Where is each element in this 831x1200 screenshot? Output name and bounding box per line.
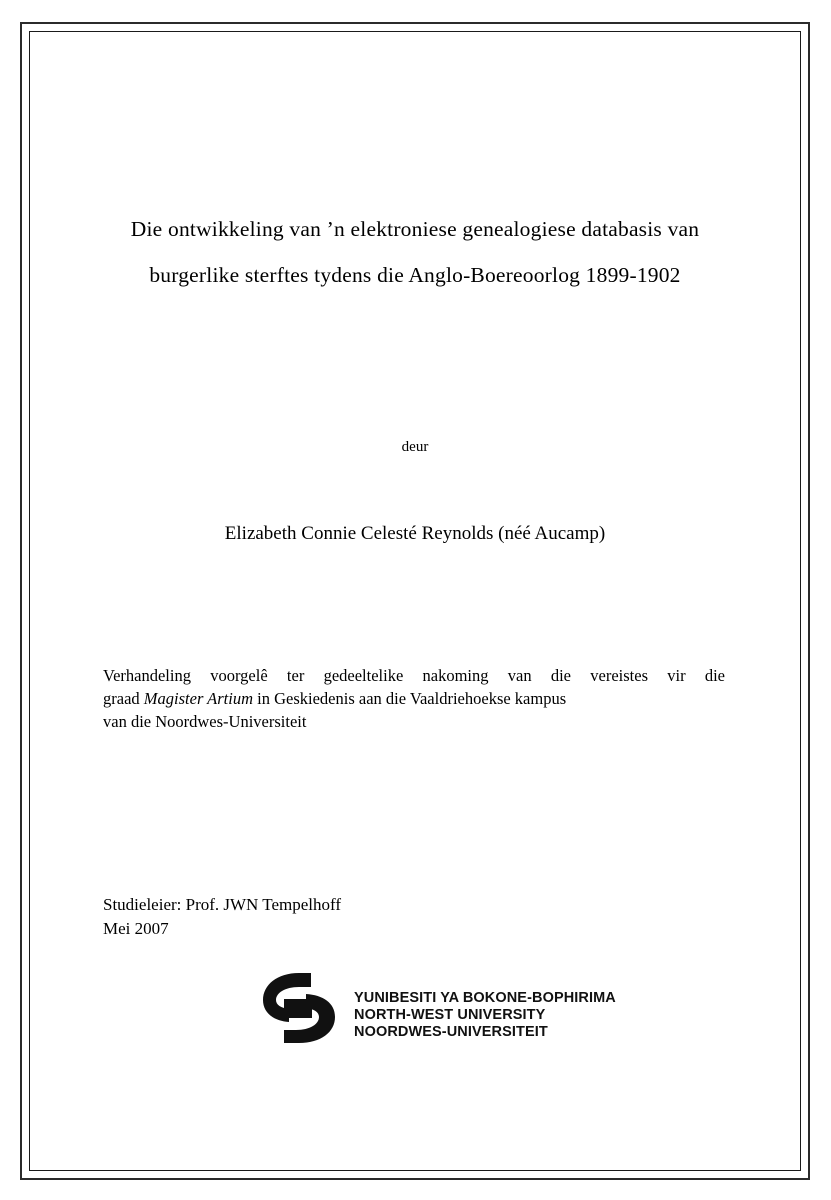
- university-logo: [100, 969, 730, 1059]
- nwu-logo-icon: [255, 969, 350, 1047]
- title-page-content: [100, 31, 730, 1171]
- submission-line-1: Verhandeling voorgelê ter gedeeltelike nakoming van die vereistes vir die: [103, 666, 725, 685]
- logo-line-2: NORTH-WEST UNIVERSITY: [354, 1006, 546, 1023]
- submission-date: Mei 2007: [103, 919, 169, 938]
- supervisor-block: [103, 893, 603, 941]
- page-title: [100, 206, 730, 298]
- submission-statement: [103, 664, 725, 733]
- supervisor-name: Studieleier: Prof. JWN Tempelhoff: [103, 895, 342, 914]
- logo-inner: [255, 969, 616, 1047]
- submission-line-3: van die Noordwes-Universiteit: [103, 712, 307, 731]
- title-line-1: Die ontwikkeling van ’n elektroniese genealogiese databasis van: [130, 217, 700, 241]
- degree-name: Magister Artium: [143, 689, 254, 708]
- title-line-2: burgerlike sterftes tydens die Anglo-Boereoorlog 1899-1902: [149, 263, 681, 287]
- submission-line-2: [103, 687, 725, 710]
- logo-text: [354, 976, 616, 1041]
- logo-line-1: YUNIBESITI YA BOKONE-BOPHIRIMA: [354, 989, 616, 1006]
- logo-line-3: NOORDWES-UNIVERSITEIT: [354, 1023, 548, 1040]
- author-name: Elizabeth Connie Celesté Reynolds (néé Aucamp): [224, 523, 606, 544]
- by-label: deur: [401, 439, 429, 455]
- submission-line-2-post: in Geskiedenis aan die Vaaldriehoekse kampus: [253, 689, 567, 708]
- submission-line-2-pre: graad: [103, 689, 144, 708]
